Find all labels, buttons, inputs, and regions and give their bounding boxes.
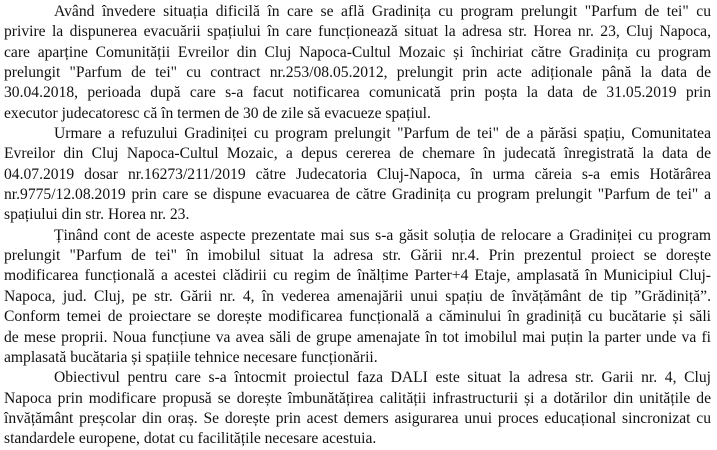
- text-line: Obiectivul pentru care s-a întocmit proiectul faza DALI este situat la adresa str. Garii nr. 4, Cluj: [54, 369, 711, 387]
- text-line: nr.9775/12.08.2019 prin care se dispune evacuarea de către Gradinița cu program prelungit "Parfum de tei" a: [4, 186, 711, 204]
- text-line: care aparține Comunității Evreilor din Cluj Napoca-Cultul Mozaic și închiriat către Gradinița cu program: [4, 43, 711, 61]
- text-line: Ținând cont de aceste aspecte prezentate mai sus s-a găsit soluția de relocare a Gradiniței cu program: [54, 226, 711, 244]
- text-line: prelungit "Parfum de tei" în imobilul situat la adresa str. Gării nr.4. Prin prezentul proiect se dorește: [4, 247, 711, 265]
- paragraph-relocation-solution: [4, 226, 711, 368]
- text-line: privire la dispunerea evacuării spațiului în care funcționează situat la adresa str. Horea nr. 23, Cluj Napoca,: [4, 23, 711, 41]
- text-line: Urmare a refuzului Gradiniței cu program prelungit "Parfum de tei" de a părăsi spațiu, Comunitatea: [54, 125, 711, 143]
- text-line: 30.04.2018, perioada după care s-a facut notificarea comunicată prin poșta la data de 31.05.2019 prin: [4, 84, 711, 102]
- text-line: Având învedere situația dificilă în care se află Gradinița cu program prelungit "Parfum de tei" cu: [54, 3, 711, 20]
- text-line: Napoca, jud. Cluj, pe str. Gării nr. 4, în vederea amenajării unui spațiu de învățământ de tip ”Grădiniță”.: [4, 287, 711, 305]
- text-line: prelungit "Parfum de tei" cu contract nr.253/08.05.2012, prelungit prin acte adiționale până la data de: [4, 64, 711, 82]
- text-line: spațiului din str. Horea nr. 23.: [4, 206, 190, 224]
- text-line: 04.07.2019 dosar nr.16273/211/2019 către Judecatoria Cluj-Napoca, în urma căreia s-a emis Hotărârea: [4, 165, 711, 183]
- paragraph-project-objective: [4, 368, 711, 449]
- text-line: modificarea funcțională a acestei clădirii cu regim de înălțime Parter+4 Etaje, amplasată în Municipiul Cluj-: [4, 267, 711, 285]
- text-line: Evreilor din Cluj Napoca-Cultul Mozaic, a depus cererea de chemare în judecată înregistrată la data de: [4, 145, 711, 163]
- text-line: Napoca prin modificare propusă se dorește îmbunătățirea calității infrastructurii și a dotărilor din unitățile de: [4, 389, 711, 407]
- text-line: învățământ preșcolar din oraș. Se dorește prin acest demers asigurarea unui proces educațional sincronizat cu: [4, 409, 711, 427]
- text-line: Conform temei de proiectare se dorește modificarea funcțională a căminului în gradiniță cu bucătarie și săli: [4, 308, 711, 326]
- text-line: de mese proprii. Noua funcțiune va avea săli de grupe amenajate în tot imobilul mai puțin la parter unde va fi: [4, 328, 711, 346]
- paragraph-court-ruling: [4, 124, 711, 226]
- paragraph-evacuation-context: [4, 2, 711, 124]
- text-line: standardele europene, dotat cu facilitățile necesare acestuia.: [4, 430, 377, 448]
- text-line: executor judecatoresc că în termen de 30 de zile să evacueze spațiul.: [4, 104, 431, 122]
- text-line: amplasată bucătaria și spațiile tehnice necesare funcționării.: [4, 348, 378, 366]
